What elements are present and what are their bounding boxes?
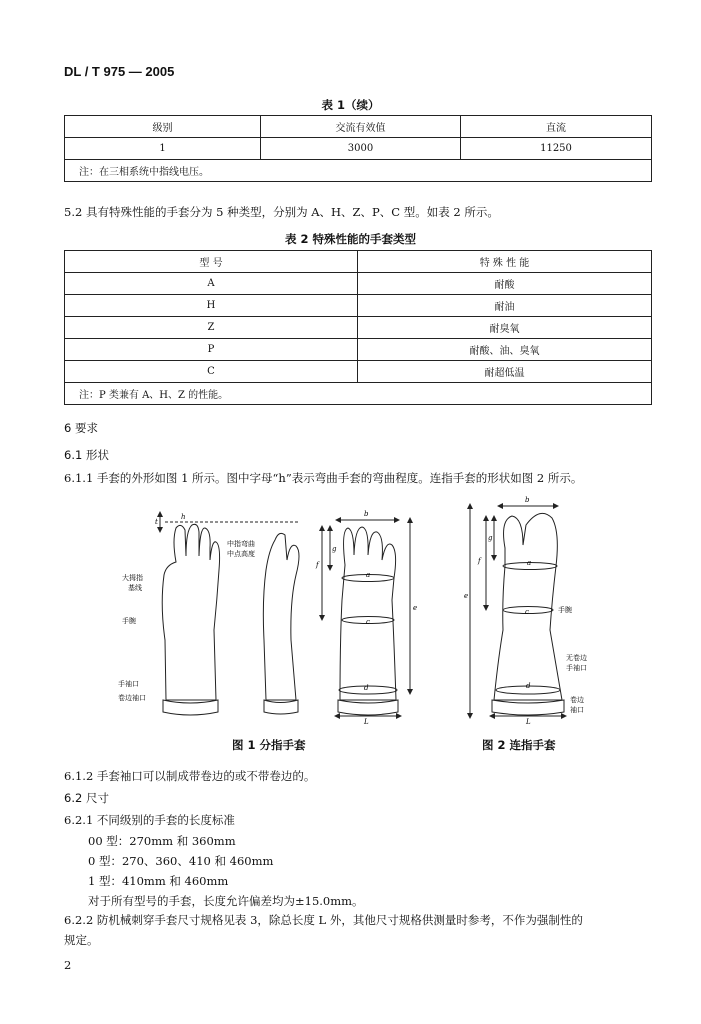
para-5-2: 5.2 具有特殊性能的手套分为 5 种类型，分别为 A、H、Z、P、C 型。如表 2 所示。	[64, 205, 499, 219]
table-row	[65, 160, 652, 182]
table1	[64, 115, 652, 182]
table-header-cell: 交流有效值	[261, 116, 461, 138]
dim-c: c	[366, 618, 370, 626]
para-6-1-1: 6.1.1 手套的外形如图 1 所示。图中字母“h”表示弯曲手套的弯曲程度。连指手套的形状如图 2 所示。	[64, 471, 583, 485]
mitten-label-noroll-line2: 手袖口	[566, 664, 587, 672]
table-row	[65, 273, 652, 295]
table-row	[65, 317, 652, 339]
mitten-dim-f: f	[478, 557, 481, 565]
table-row	[65, 295, 652, 317]
table-row	[65, 383, 652, 405]
label-rolled-cuff: 卷边袖口	[118, 694, 146, 702]
length-line-0: 0 型：270、360、410 和 460mm	[88, 854, 274, 868]
mitten-dim-g: g	[488, 534, 493, 542]
glove-palm-outline	[162, 524, 219, 700]
para-6-1-2: 6.1.2 手套袖口可以制成带卷边的或不带卷边的。	[64, 769, 316, 783]
table-row	[65, 251, 652, 273]
table-cell: 耐酸、油、臭氧	[358, 339, 652, 361]
mitten-dim-b: b	[525, 496, 530, 504]
glove-dimensioned-outline	[340, 527, 396, 700]
table-cell: 耐油	[358, 295, 652, 317]
table-header-cell: 直流	[461, 116, 652, 138]
table-header-cell: 级别	[65, 116, 261, 138]
table1-caption: 表 1（续）	[321, 98, 380, 112]
dim-t: t	[155, 518, 158, 526]
length-line-00: 00 型：270mm 和 360mm	[88, 834, 236, 848]
table-cell: 耐酸	[358, 273, 652, 295]
table-row	[65, 361, 652, 383]
label-thumb-line1: 大拇指	[122, 574, 143, 582]
page-number: 2	[64, 958, 72, 972]
mitten-dim-d: d	[526, 682, 531, 690]
mitten-dim-a: a	[527, 559, 532, 567]
dim-L: L	[364, 718, 369, 725]
table-header-cell: 特 殊 性 能	[358, 251, 652, 273]
table2-caption: 表 2 特殊性能的手套类型	[284, 232, 416, 246]
table-cell: 耐臭氧	[358, 317, 652, 339]
mitten-label-noroll-line1: 无卷边	[566, 654, 587, 662]
table-cell: 11250	[461, 138, 652, 160]
table-cell: C	[65, 361, 358, 383]
glove-dimensioned-cuff	[338, 700, 398, 715]
table-cell: 1	[65, 138, 261, 160]
dim-h: h	[181, 513, 186, 521]
label-middle-finger-line2: 中点高度	[227, 550, 255, 558]
dim-f: f	[316, 561, 319, 569]
table-header-cell: 型 号	[65, 251, 358, 273]
mitten-cuff	[492, 700, 564, 715]
figure2-caption: 图 2 连指手套	[482, 738, 556, 752]
label-cuff: 手袖口	[118, 680, 139, 688]
mitten-dim-c: c	[525, 608, 529, 616]
table-row	[65, 116, 652, 138]
length-tolerance: 对于所有型号的手套，长度允许偏差均为±15.0mm。	[88, 894, 364, 908]
standard-number: DL / T 975 — 2005	[64, 64, 175, 79]
para-6-2-2-line1: 6.2.2 防机械刺穿手套尺寸规格见表 3，除总长度 L 外，其他尺寸规格供测量时参考，不作为强制性的	[64, 913, 583, 927]
heading-6: 6 要求	[64, 421, 98, 435]
table-cell: Z	[65, 317, 358, 339]
figure1-caption: 图 1 分指手套	[232, 738, 306, 752]
mitten-label-rolled-line2: 袖口	[570, 706, 584, 714]
dim-a: a	[366, 571, 371, 579]
dim-e: e	[413, 604, 418, 612]
table-row	[65, 339, 652, 361]
table-cell: 耐超低温	[358, 361, 652, 383]
heading-6-1: 6.1 形状	[64, 448, 109, 462]
glove-figures	[0, 495, 701, 725]
table-note: 注：P 类兼有 A、H、Z 的性能。	[65, 383, 652, 405]
table-cell: A	[65, 273, 358, 295]
table2	[64, 250, 652, 405]
table-row	[65, 138, 652, 160]
table-cell: 3000	[261, 138, 461, 160]
para-6-2-2-line2: 规定。	[64, 933, 99, 947]
glove-side-outline	[263, 533, 299, 700]
glove-side-cuff	[264, 700, 298, 714]
mitten-label-rolled-line1: 卷边	[570, 696, 584, 704]
length-line-1: 1 型：410mm 和 460mm	[88, 874, 229, 888]
table-note: 注：在三相系统中指线电压。	[65, 160, 652, 182]
label-thumb-line2: 基线	[128, 584, 142, 592]
label-middle-finger-line1: 中指弯曲	[227, 540, 255, 548]
label-wrist: 手腕	[122, 617, 136, 625]
dim-b: b	[364, 510, 369, 518]
table-cell: P	[65, 339, 358, 361]
mitten-dim-L: L	[526, 718, 531, 725]
mitten-label-wrist: 手腕	[558, 606, 572, 614]
table-cell: H	[65, 295, 358, 317]
glove-palm-cuff	[163, 700, 218, 715]
heading-6-2: 6.2 尺寸	[64, 791, 109, 805]
heading-6-2-1: 6.2.1 不同级别的手套的长度标准	[64, 813, 235, 827]
mitten-dim-e: e	[464, 592, 469, 600]
dim-d: d	[364, 684, 369, 692]
dim-g: g	[332, 545, 337, 553]
